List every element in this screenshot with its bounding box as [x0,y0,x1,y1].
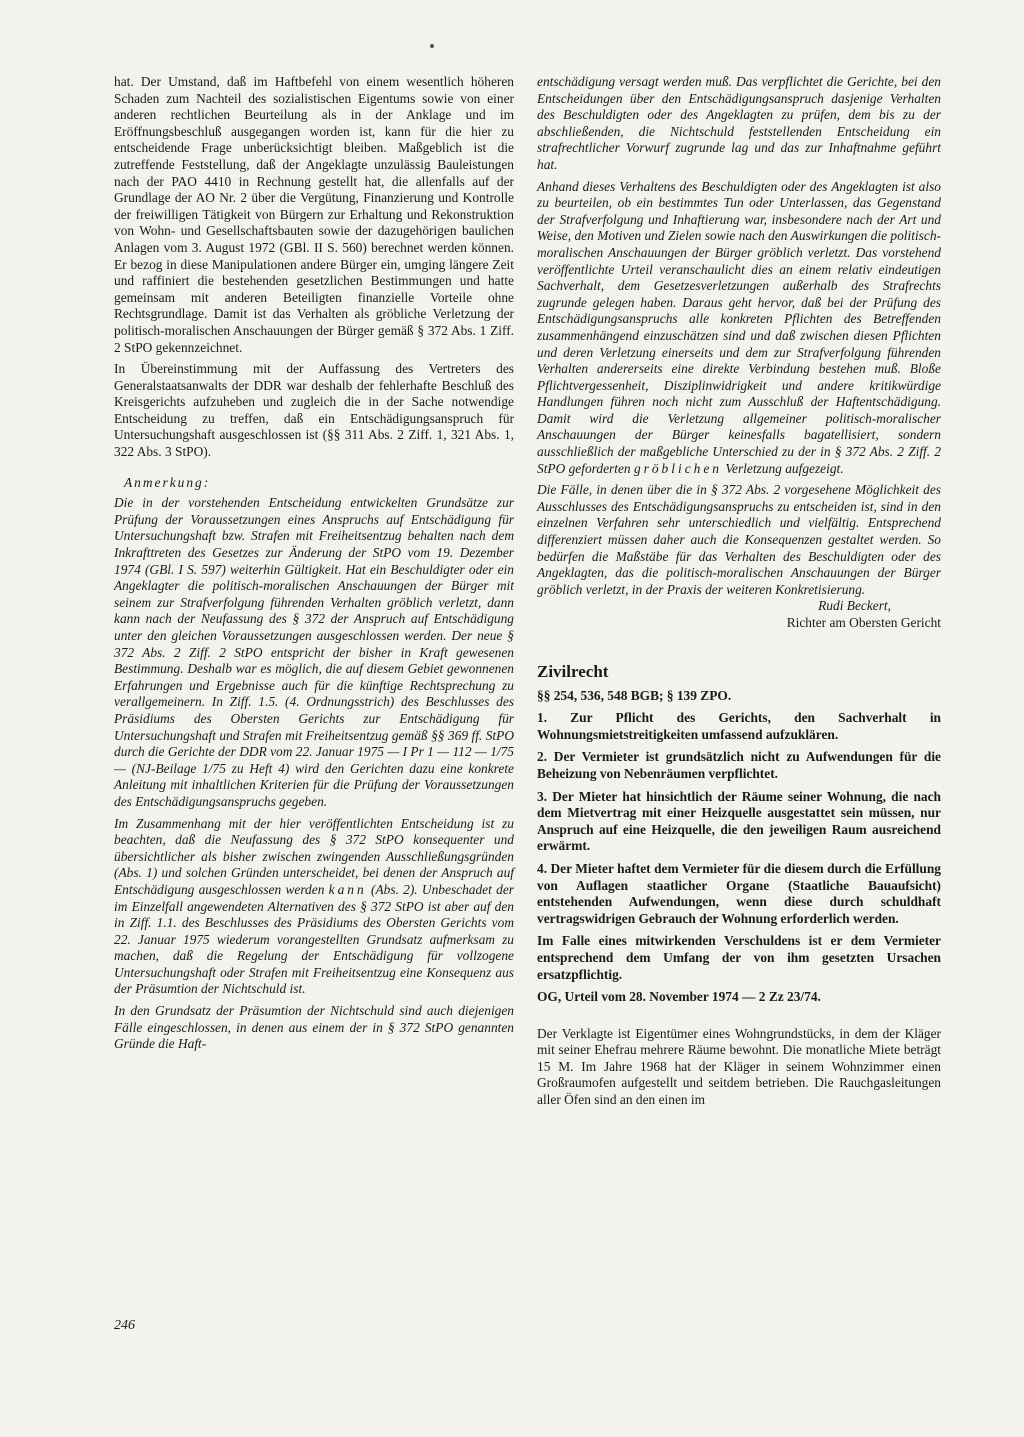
signature-title: Richter am Obersten Gericht [786,615,941,630]
right-paragraph-3: Die Fälle, in denen über die in § 372 Abs. 2 vorgesehene Möglichkeit des Ausschlusses des Entschädigungsanspruchs zu entscheiden ist, sind in den einzelnen Verfahren sehr unterschiedlich und vielfältig. Entsprechend differenziert müssen daher auch die Konsequenzen gestaltet werden. So bedürfen die Maßstäbe für das Verhalten des Beschuldigten oder des Angeklagten, das die politisch-moralischen Anschauungen der Bürger gröblich verletzt, in der Praxis der weiteren Konkretisierung. [537,482,941,597]
left-paragraph-2: In Übereinstimmung mit der Auffassung des Vertreters des Generalstaatsanwalts der DDR war deshalb der fehlerhafte Beschluß des Kreisgerichts aufzuheben und zugleich die in der Sache notwendige Entscheidung zu treffen, daß ein Entschädigungsanspruch für Untersuchungshaft ausgeschlossen ist (§§ 311 Abs. 2 Ziff. 1, 321 Abs. 1, 322 Abs. 3 StPO). [114,361,514,460]
emphasis-kann: kann [328,881,367,897]
right-column [537,74,941,1109]
signature-name: Rudi Beckert, [818,598,891,614]
left-paragraph-1: hat. Der Umstand, daß im Haftbefehl von einem wesentlich höheren Schaden zum Nachteil des sozialistischen Eigentums sowie von einer anderen rechtlichen Beurteilung als in der Anklage und im Eröffnungsbeschluß ausgegangen worden ist, kann für die hier zu entscheidende Frage unberücksichtigt bleiben. Maßgeblich ist die zutreffende Feststellung, daß der Angeklagte unzulässig Bauleistungen nach der PAO 4410 in Rechnung gestellt hat, die allenfalls auf der Grundlage der AO Nr. 2 über die Vergütung, Finanzierung und Kontrolle der freiwilligen Tätigkeit von Bürgern zur Erhaltung und Rekonstruktion von Wohn- und Gesellschaftsbauten sowie der dazugehörigen baulichen Anlagen vom 3. August 1972 (GBl. II S. 560) berechnet werden können. Er bezog in diese Manipulationen andere Bürger ein, umging längere Zeit und raffiniert die bestehenden gesetzlichen Bestimmungen und hatte gemeinsam mit anderen Beteiligten finanzielle Vorteile ohne Rechtsgrundlage. Damit ist das Verhalten als gröbliche Verletzung der politisch-moralischen Anschauungen der Bürger gemäß § 372 Abs. 1 Ziff. 2 StPO gekennzeichnet. [114,74,514,355]
right-paragraph-2-b: Verletzung aufgezeigt. [725,460,844,476]
anmerkung-paragraph-2-b: (Abs. 2). Unbeschadet der im Einzelfall angewendeten Alternativen des § 372 StPO ist aber auf den in Ziff. 1.1. des Beschlusses des Präsidiums des Obersten Gerichts vom 22. Januar 1975 wiederum vorangestellten Grundsatz aufmerksam zu machen, daß die Regelung der Entschädigung für vollzogene Untersuchungshaft oder Strafen mit Freiheitsentzug eine Konsequenz aus der Präsumtion der Nichtschuld ist. [114,881,514,997]
headnote-5: Im Falle eines mitwirkenden Verschuldens ist er dem Vermieter entsprechend dem Umfang der von ihm gesetzten Ursachen ersatzpflichtig. [537,933,941,982]
right-paragraph-4: Der Verklagte ist Eigentümer eines Wohngrundstücks, in dem der Kläger mit seiner Ehefrau mehrere Räume bewohnt. Die monatliche Miete beträgt 15 M. Im Jahre 1968 hat der Kläger in seinem Wohnzimmer einen Großraumofen aufgestellt und seitdem betrieben. Die Rauchgasleitungen aller Öfen sind an den einen im [537,1025,941,1108]
verdict-citation: OG, Urteil vom 28. November 1974 — 2 Zz 23/74. [537,989,821,1005]
left-column [114,74,514,1053]
right-paragraph-2-a: Anhand dieses Verhaltens des Beschuldigten oder des Angeklagten ist also zu beurteilen, ob ein bestimmtes Tun oder Unterlassen, das Gegenstand der Strafverfolgung und Inhaftierung war, insbesondere nach der Art und Weise, den Motiven und Zielen sowie nach den Auswirkungen die politisch-moralischen Anschauungen der Bürger gröblich verletzt. Das vorstehend veröffentlichte Urteil veranschaulicht dies an einem relativ eindeutigen Sachverhalt, dem Gesetzesverletzungen außerhalb des Strafrechts zugrunde gelegen haben. Daraus geht hervor, daß bei der Prüfung des Entschädigungsanspruchs alle konkreten Pflichten des Betreffenden zusammenhängend einzuschätzen sind und daß zwischen diesen Pflichten und deren Verletzung einerseits und dem zur Strafverfolgung führenden Verhalten andererseits eine direkte Verbindung bestehen muß. Bloße Pflichtvergessenheit, Disziplinwidrigkeit und andere kritikwürdige Handlungen führen noch nicht zum Ausschluß der Haftentschädigung. Damit wird die Verletzung allgemeiner politisch-moralischer Anschauungen der Bürger keinesfalls bagatellisiert, sondern ausschließlich der maßgebliche Unterschied zu der in § 372 Abs. 2 Ziff. 2 StPO geforderten [537,178,941,476]
headnote-3: 3. Der Mieter hat hinsichtlich der Räume seiner Wohnung, die nach dem Mietvertrag mit einer Heizquelle ausgestattet sein müssen, nur Anspruch auf eine Heizquelle, die den jeweiligen Raum ausreichend erwärmt. [537,788,941,854]
right-paragraph-1: entschädigung versagt werden muß. Das verpflichtet die Gerichte, bei den Entscheidungen über den Entschädigungsanspruch dasjenige Verhalten des Beschuldigten oder des Angeklagten zu prüfen, dem bis zu der abschließenden, die Nichtschuld feststellenden Entscheidung ein strafrechtlicher Vorwurf zugrunde lag und das zur Inhaftnahme geführt hat. [537,74,941,172]
legal-references: §§ 254, 536, 548 BGB; § 139 ZPO. [537,687,732,703]
anmerkung-paragraph-2-a: Im Zusammenhang mit der hier veröffentlichten Entscheidung ist zu beachten, daß die Neufassung des § 372 StPO konsequenter und übersichtlicher als bisher zwischen zwingenden Ausschließungsgründen (Abs. 1) und solchen Gründen unterscheidet, bei denen der Anspruch auf Entschädigung ausgeschlossen werden [114,815,514,897]
page-number: 246 [114,1318,135,1333]
anmerkung-paragraph-3: In den Grundsatz der Präsumtion der Nichtschuld sind auch diejenigen Fälle eingeschlossen, in denen aus einem der in § 372 StPO genannten Gründe die Haft- [114,1003,514,1052]
anmerkung-label: Anmerkung: [124,474,211,490]
headnote-4: 4. Der Mieter haftet dem Vermieter für die diesem durch die Erfüllung von Auflagen staatlicher Organe (Staatliche Bauaufsicht) entstehenden Aufwendungen, wenn diese durch schuldhaft vertragswidrigen Gebrauch der Wohnung erforderlich werden. [537,860,941,926]
headnote-1: 1. Zur Pflicht des Gerichts, den Sachverhalt in Wohnungsmietstreitigkeiten umfassend aufzuklären. [537,710,941,742]
anmerkung-paragraph-1: Die in der vorstehenden Entscheidung entwickelten Grundsätze zur Prüfung der Voraussetzungen eines Anspruchs auf Entschädigung für Untersuchungshaft bzw. Strafen mit Freiheitsentzug behalten nach dem Inkrafttreten des Gesetzes zur Änderung der StPO vom 19. Dezember 1974 (GBl. I S. 597) weiterhin Gültigkeit. Hat ein Beschuldigter oder ein Angeklagter die politisch-moralischen Anschauungen der Bürger mit seinem zur Strafverfolgung führenden Verhalten gröblich verletzt, dann kann nach der Neufassung des § 372 der Anspruch auf Entschädigung unter den gleichen Voraussetzungen ausgeschlossen werden. Der neue § 372 Abs. 2 Ziff. 2 StPO entspricht der bisher in Kraft gewesenen Bestimmung. Deshalb war es möglich, die auf diesem Gebiet gewonnenen Erfahrungen und Ergebnisse auch für die künftige Rechtsprechung zu verallgemeinern. In Ziff. 1.5. (4. Ordnungsstrich) des Beschlusses des Präsidiums des Obersten Gerichts zur Entschädigung für Untersuchungshaft und Strafen mit Freiheitsentzug gemäß §§ 369 ff. StPO durch die Gerichte der DDR vom 22. Januar 1975 — I Pr 1 — 112 — 1/75 — (NJ-Beilage 1/75 zu Heft 4) wird den Gerichten dazu eine konkrete Anleitung mit inhaltlichen Kriterien für die Prüfung der Voraussetzungen des Entschädigungsanspruchs gegeben. [114,495,514,809]
top-mark [430,44,434,48]
section-heading: Zivilrecht [537,661,609,681]
emphasis-groeblichen: gröblichen [633,460,722,476]
headnote-2: 2. Der Vermieter ist grundsätzlich nicht zu Aufwendungen für die Beheizung von Nebenräumen verpflichtet. [537,749,941,781]
right-paragraph-2 [537,179,941,478]
anmerkung-paragraph-2 [114,816,514,999]
